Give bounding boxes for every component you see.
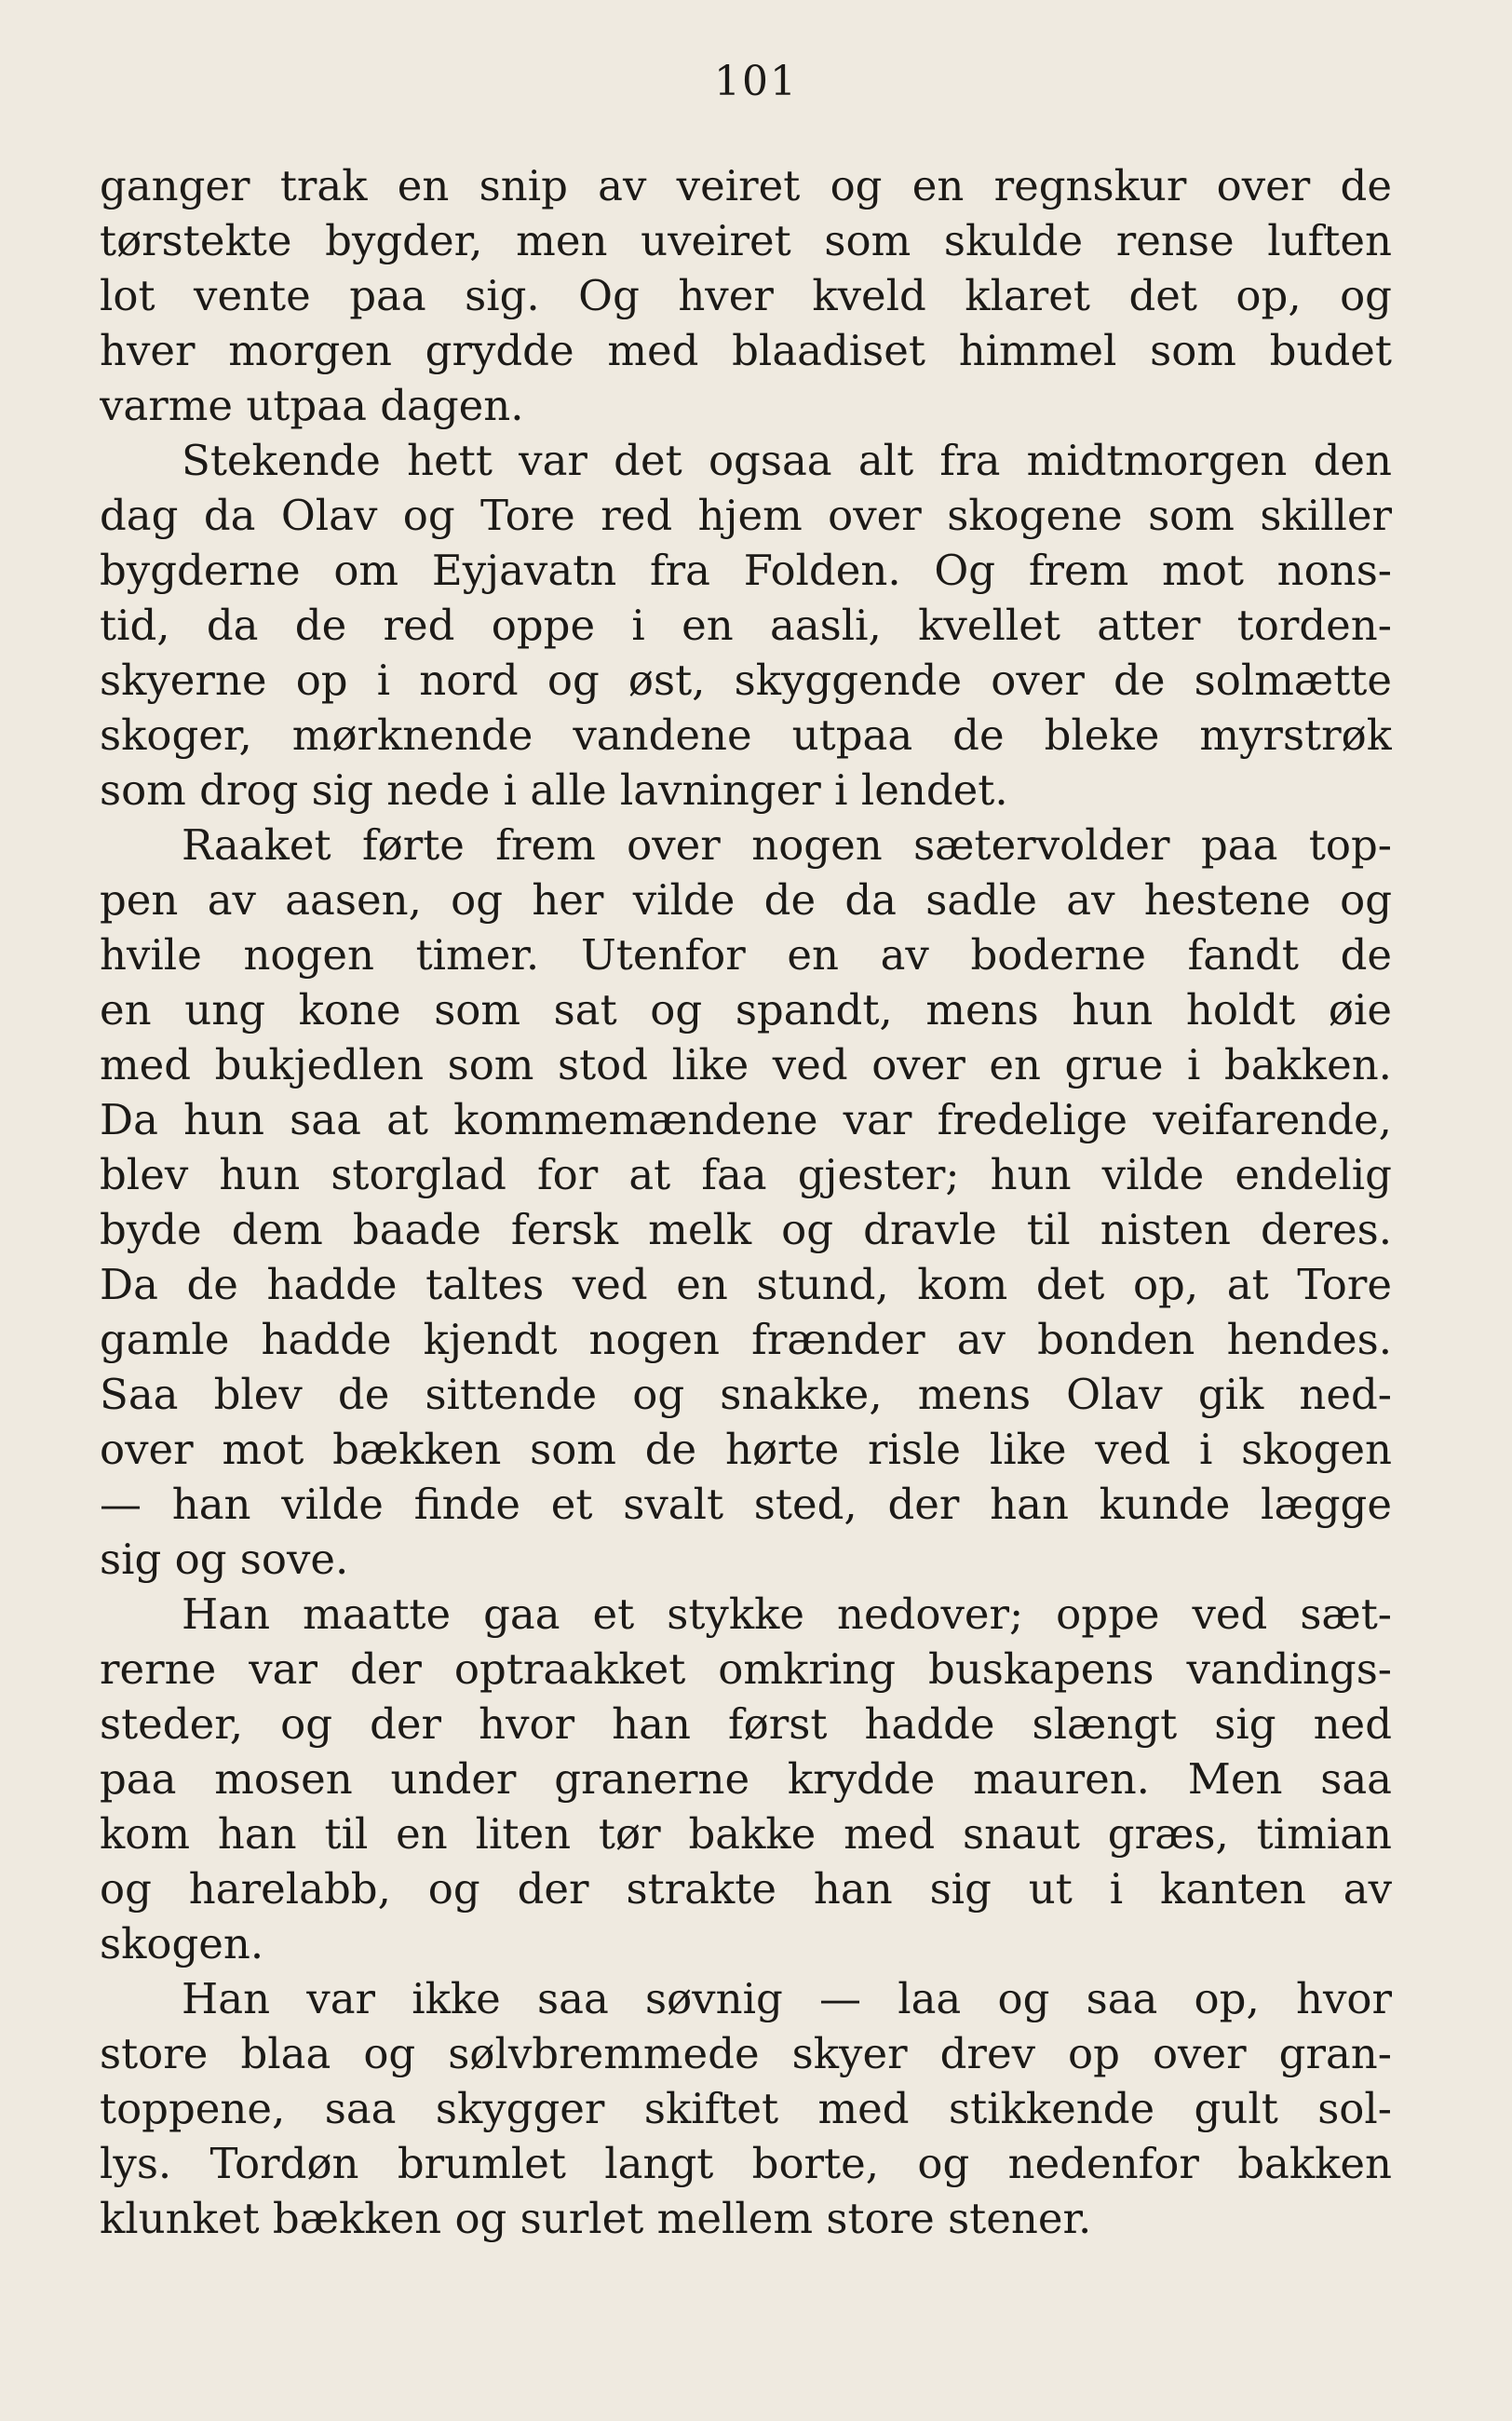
text-line: klunket bækken og surlet mellem store stener. <box>100 2194 1092 2243</box>
text-line: rerne var der optraakket omkring buskapens vandings- <box>100 1644 1392 1694</box>
page-number: 101 <box>714 58 798 105</box>
text-line: Da hun saa at kommemændene var fredelige veifarende, <box>100 1095 1392 1144</box>
text-line: steder, og der hvor han først hadde slængt sig ned <box>100 1699 1392 1749</box>
text-line: byde dem baade fersk melk og dravle til nisten deres. <box>100 1205 1392 1254</box>
text-line: skogen. <box>100 1919 264 1968</box>
text-line: tørstekte bygder, men uveiret som skulde rense luften <box>100 216 1392 265</box>
text-line: og harelabb, og der strakte han sig ut i kanten av <box>100 1864 1392 1914</box>
text-line: hvile nogen timer. Utenfor en av boderne fandt de <box>100 930 1392 980</box>
text-line: Han maatte gaa et stykke nedover; oppe ved sæt- <box>182 1589 1392 1639</box>
text-line: Saa blev de sittende og snakke, mens Olav gik ned- <box>100 1370 1392 1419</box>
paragraph <box>100 818 1392 1587</box>
text-line: lot vente paa sig. Og hver kveld klaret det op, og <box>100 271 1392 320</box>
text-line: som drog sig nede i alle lavninger i lendet. <box>100 765 1008 815</box>
text-line: blev hun storglad for at faa gjester; hun vilde endelig <box>100 1150 1392 1199</box>
text-line: store blaa og sølvbremmede skyer drev op over gran- <box>100 2029 1392 2078</box>
text-line: skoger, mørknende vandene utpaa de bleke myrstrøk <box>100 710 1392 760</box>
text-line: tid, da de red oppe i en aasli, kvellet atter torden- <box>100 601 1392 650</box>
text-line: pen av aasen, og her vilde de da sadle av hestene og <box>100 875 1392 925</box>
text-line: med bukjedlen som stod like ved over en grue i bakken. <box>100 1040 1392 1089</box>
text-line: paa mosen under granerne krydde mauren. Men saa <box>100 1754 1392 1804</box>
text-line: lys. Tordøn brumlet langt borte, og nedenfor bakken <box>100 2139 1392 2188</box>
paragraph <box>100 1587 1392 1971</box>
paragraph <box>100 433 1392 818</box>
text-line: Da de hadde taltes ved en stund, kom det op, at Tore <box>100 1260 1392 1309</box>
text-line: hver morgen grydde med blaadiset himmel som budet <box>100 326 1392 375</box>
text-line: kom han til en liten tør bakke med snaut græs, timian <box>100 1809 1392 1859</box>
text-line: Stekende hett var det ogsaa alt fra midtmorgen den <box>182 436 1392 485</box>
text-line: bygderne om Eyjavatn fra Folden. Og frem mot nons- <box>100 546 1392 595</box>
text-line: skyerne op i nord og øst, skyggende over de solmætte <box>100 656 1392 705</box>
text-line: Han var ikke saa søvnig — laa og saa op, hvor <box>182 1974 1392 2023</box>
paragraph <box>100 1971 1392 2246</box>
text-line: varme utpaa dagen. <box>100 381 524 430</box>
text-line: over mot bækken som de hørte risle like ved i skogen <box>100 1425 1392 1474</box>
text-line: Raaket førte frem over nogen sætervolder paa top- <box>182 820 1392 870</box>
text-line: dag da Olav og Tore red hjem over skogene som skiller <box>100 491 1392 540</box>
text-line: en ung kone som sat og spandt, mens hun holdt øie <box>100 985 1392 1035</box>
text-line: sig og sove. <box>100 1535 349 1584</box>
text-line: ganger trak en snip av veiret og en regnskur over de <box>100 161 1392 210</box>
paragraph <box>100 158 1392 433</box>
text-line: toppene, saa skygger skiftet med stikkende gult sol- <box>100 2084 1392 2133</box>
text-line: — han vilde finde et svalt sted, der han kunde lægge <box>100 1480 1392 1529</box>
body-text <box>100 158 1392 2246</box>
text-line: gamle hadde kjendt nogen frænder av bonden hendes. <box>100 1315 1392 1364</box>
